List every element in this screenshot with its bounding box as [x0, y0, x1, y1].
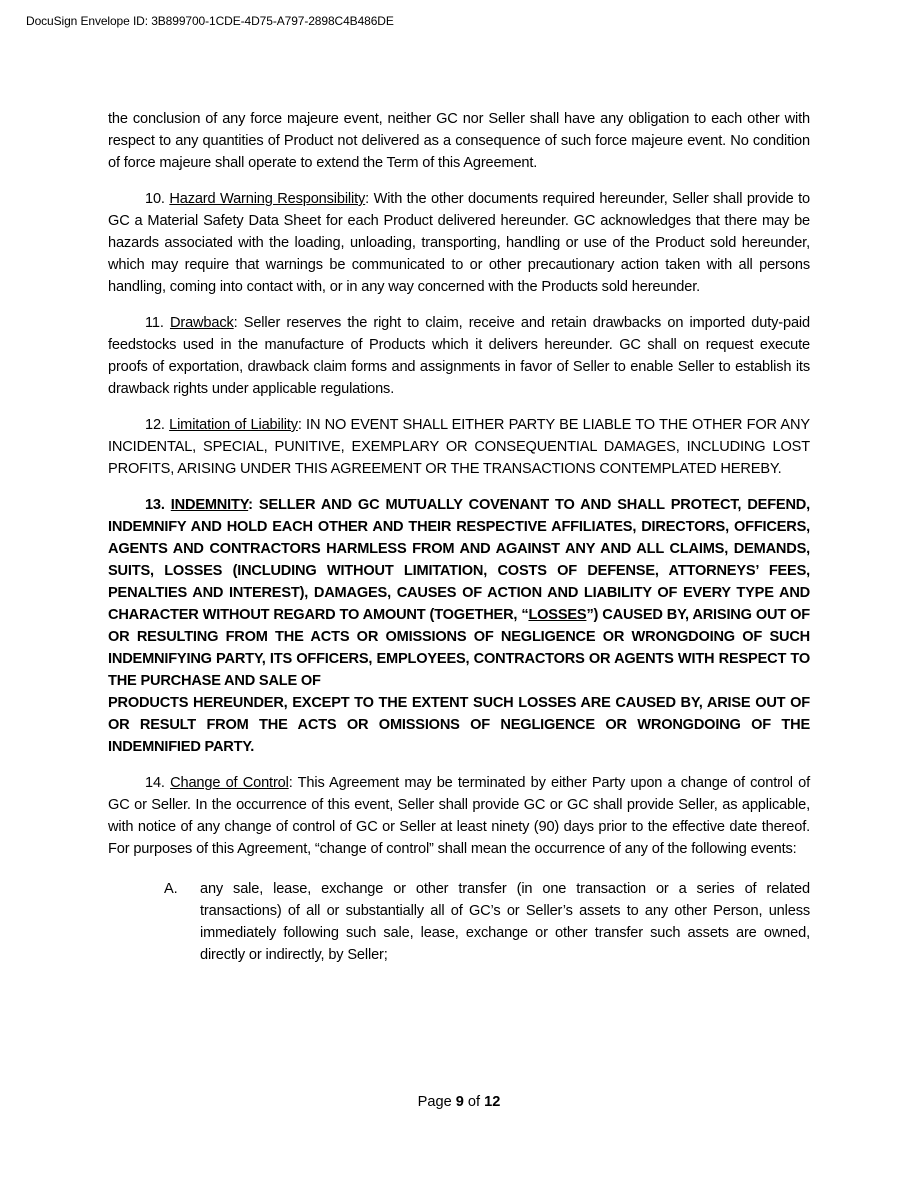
list-item-a — [108, 878, 810, 966]
section-10-body: : With the other documents required hereunder, Seller shall provide to GC a Material Safety Data Sheet for each Product delivered hereunder. GC acknowledges that there may be hazards associated with the loading, unloading, transporting, handling or use of the Product sold hereunder, which may require that warnings be communicated to or other precautionary action taken with all persons handling, coming into contact with, or in any way concerned with the Products sold hereunder. — [108, 191, 810, 295]
section-10-hazard-warning — [108, 188, 810, 298]
section-13-number: 13. — [145, 497, 171, 513]
paragraph-continuation: the conclusion of any force majeure event, neither GC nor Seller shall have any obligation to each other with respect to any quantities of Product not delivered as a consequence of such force majeure event. No condition of force majeure shall operate to extend the Term of this Agreement. — [108, 111, 810, 171]
section-11-drawback — [108, 312, 810, 400]
section-14-change-of-control — [108, 772, 810, 860]
section-13-indemnity — [108, 494, 810, 758]
section-14-number: 14. — [145, 775, 171, 791]
list-item-a-text: any sale, lease, exchange or other transfer (in one transaction or a series of related transactions) of all or substantially all of GC’s or Seller’s assets to any other Person, unless immediately following such sale, lease, exchange or other transfer such assets are owned, directly or indirectly, by Seller; — [200, 881, 810, 963]
section-12-number: 12. — [145, 417, 170, 433]
section-12-limitation-of-liability — [108, 414, 810, 480]
page-total: 12 — [484, 1094, 501, 1110]
section-13-losses-term: LOSSES — [528, 607, 587, 623]
page-number: 9 — [455, 1094, 464, 1110]
section-12-title: Limitation of Liability — [169, 417, 298, 433]
docusign-envelope-id: DocuSign Envelope ID: 3B899700-1CDE-4D75-A797-2898C4B486DE — [26, 14, 394, 28]
section-13-title: INDEMNITY — [170, 497, 249, 513]
of-word: of — [463, 1094, 485, 1110]
section-10-title: Hazard Warning Responsibility — [169, 191, 366, 207]
section-13-body-a: : SELLER AND GC MUTUALLY COVENANT TO AND SHALL PROTECT, DEFEND, INDEMNIFY AND HOLD EACH OTHER AND THEIR RESPECTIVE AFFILIATES, DIRECTORS, OFFICERS, AGENTS AND CONTRACTORS HARMLESS FROM AND AGAINST ANY AND ALL CLAIMS, DEMANDS, SUITS, LOSSES (INCLUDING WITHOUT LIMITATION, COSTS OF DEFENSE, ATTORNEYS’ FEES, PENALTIES AND INTEREST), DAMAGES, CAUSES OF ACTION AND LIABILITY OF EVERY TYPE AND CHARACTER WITHOUT REGARD TO AMOUNT (TOGETHER, “ — [108, 497, 810, 623]
section-13-body-c: PRODUCTS HEREUNDER, EXCEPT TO THE EXTENT SUCH LOSSES ARE CAUSED BY, ARISE OUT OF OR RESULT FROM THE ACTS OR OMISSIONS OF NEGLIGENCE OR WRONGDOING OF THE INDEMNIFIED PARTY. — [108, 695, 810, 755]
section-12-body: : IN NO EVENT SHALL EITHER PARTY BE LIABLE TO THE OTHER FOR ANY INCIDENTAL, SPECIAL, PUNITIVE, EXEMPLARY OR CONSEQUENTIAL DAMAGES, INCLUDING LOST PROFITS, ARISING UNDER THIS AGREEMENT OR THE TRANSACTIONS CONTEMPLATED HEREBY. — [108, 417, 810, 477]
page-word: Page — [417, 1094, 456, 1110]
section-13-body-b: ”) CAUSED BY, ARISING OUT OF OR RESULTING FROM THE ACTS OR OMISSIONS OF NEGLIGENCE OR WRONGDOING OF SUCH INDEMNIFYING PARTY, ITS OFFICERS, EMPLOYEES, CONTRACTORS OR AGENTS WITH RESPECT TO THE PURCHASE AND SALE OF — [108, 607, 810, 689]
section-14-body: : This Agreement may be terminated by either Party upon a change of control of GC or Seller. In the occurrence of this event, Seller shall provide GC or GC shall provide Seller, as applicable, with notice of any change of control of GC or Seller at least ninety (90) days prior to the effective date thereof. For purposes of this Agreement, “change of control” shall mean the occurrence of any of the following events: — [108, 775, 810, 857]
section-11-title: Drawback — [169, 315, 234, 331]
list-marker-a: A. — [164, 881, 178, 897]
document-body — [108, 108, 810, 966]
section-11-body: : Seller reserves the right to claim, receive and retain drawbacks on imported duty-paid feedstocks used in the manufacture of Products which it delivers hereunder. GC shall on request execute proofs of exportation, drawback claim forms and assignments in favor of Seller to enable Seller to establish its drawback rights under applicable regulations. — [108, 315, 810, 397]
page-footer — [0, 1094, 918, 1110]
section-14-title: Change of Control — [170, 775, 289, 791]
section-10-number: 10. — [145, 191, 170, 207]
section-11-number: 11. — [145, 315, 170, 331]
